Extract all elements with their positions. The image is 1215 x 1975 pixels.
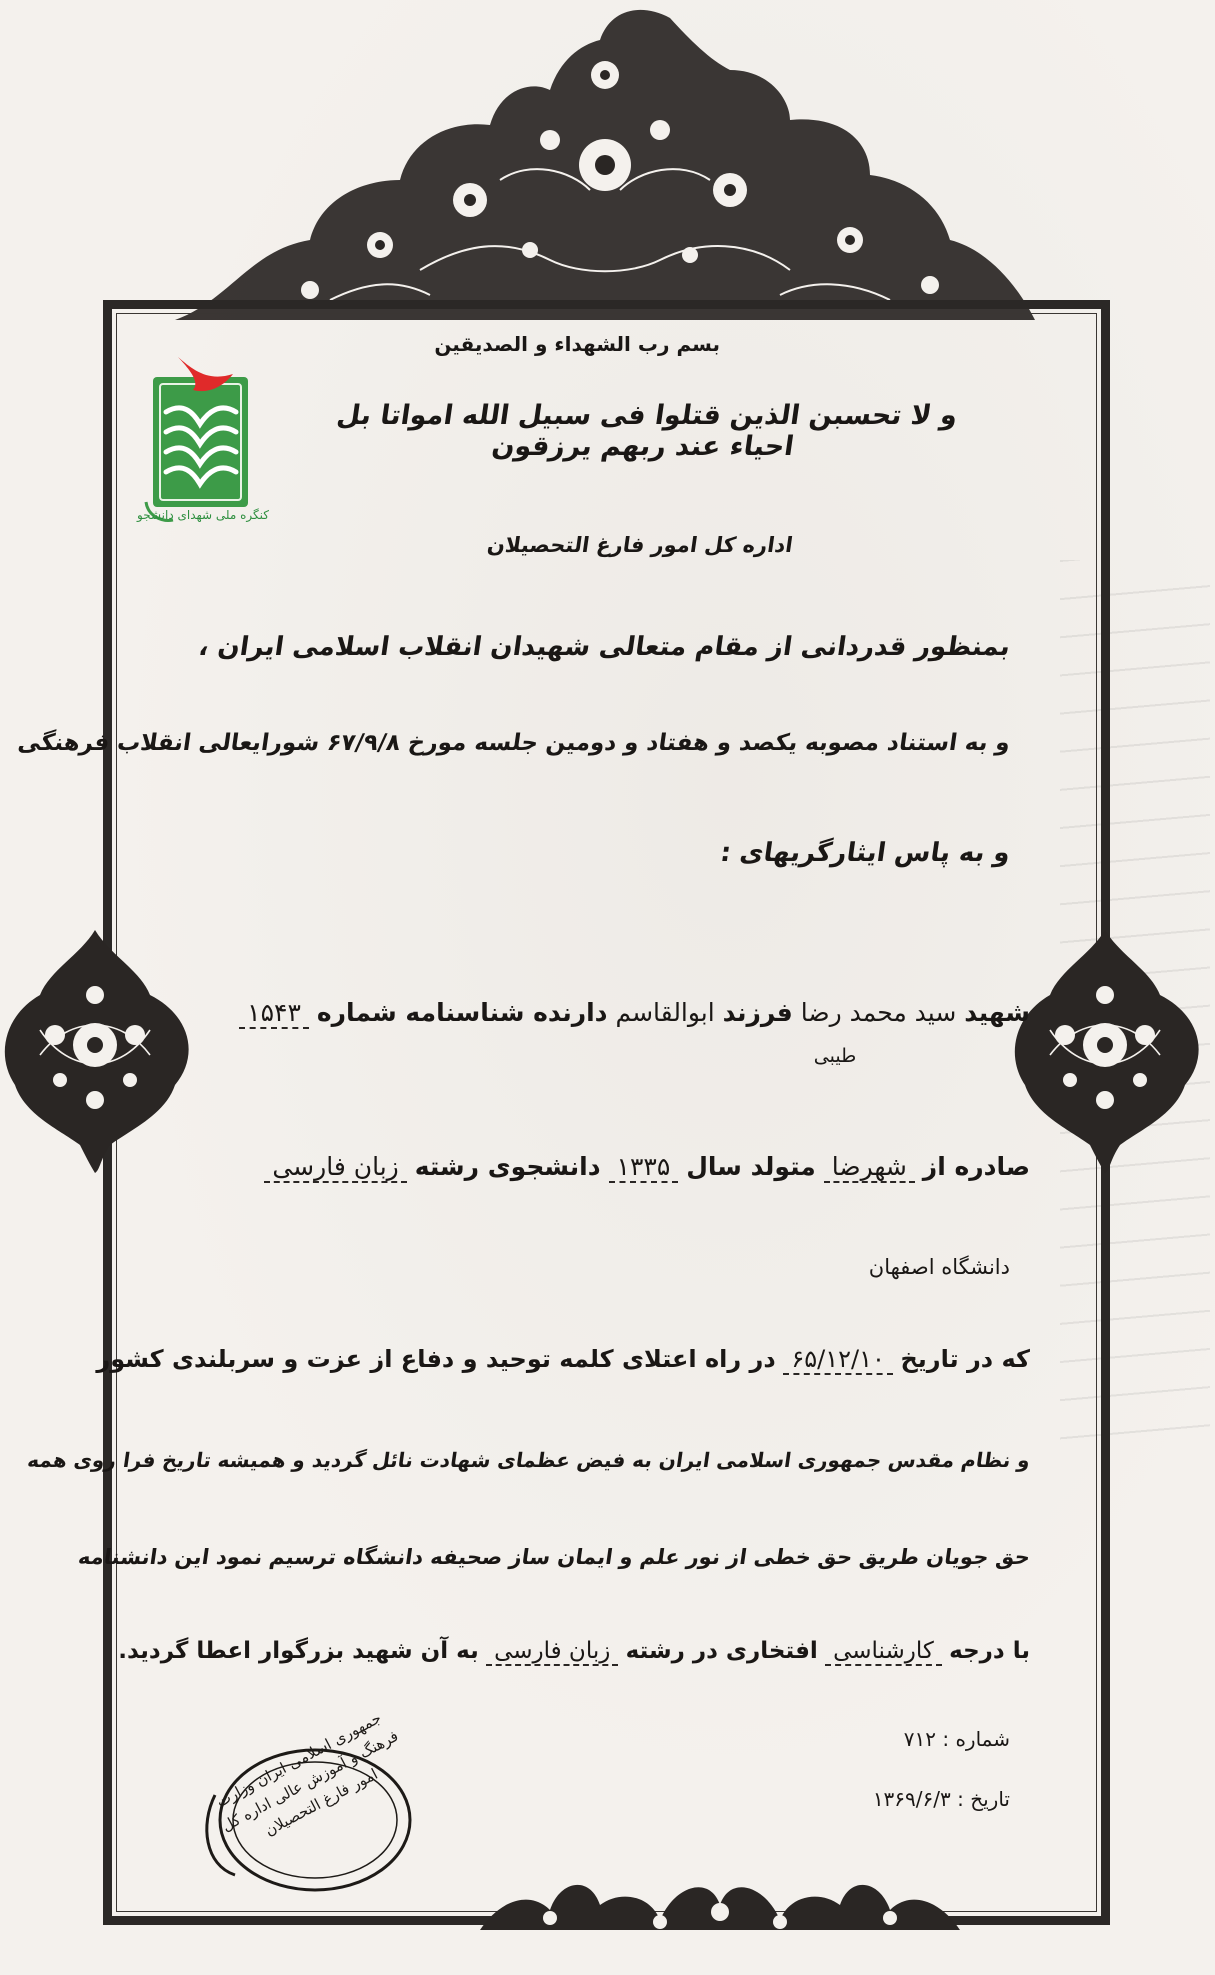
martyrdom-date: ۶۵/۱۲/۱۰ bbox=[783, 1345, 893, 1375]
martyr-prefix: شهید bbox=[964, 998, 1030, 1027]
bottom-ornament bbox=[460, 1860, 980, 1955]
degree-label: با درجه bbox=[949, 1638, 1030, 1664]
body-line-3: حق جویان طریق حق خطی از نور علم و ایمان ساز صحیفه دانشگاه ترسیم نمود این دانشنامه bbox=[76, 1545, 1032, 1569]
field-of-study: زبان فارسی bbox=[264, 1152, 406, 1183]
body-line-1-text: در راه اعتلای کلمه توحید و دفاع از عزت و سربلندی کشور bbox=[96, 1345, 776, 1373]
body-line-4 bbox=[118, 1638, 1030, 1664]
child-of-label: فرزند bbox=[722, 998, 793, 1027]
number-row bbox=[780, 1727, 1010, 1751]
issued-place: شهرضا bbox=[824, 1152, 915, 1183]
office-title: اداره کل امور فارغ التحصیلان bbox=[485, 533, 795, 557]
martyr-surname: طیبی bbox=[813, 1045, 857, 1067]
id-label: دارنده شناسنامه شماره bbox=[316, 998, 608, 1027]
number-value: ۷۱۲ bbox=[903, 1727, 936, 1751]
university-name: دانشگاه اصفهان bbox=[868, 1255, 1010, 1279]
seal-text: جمهوری اسلامی ایران وزارت فرهنگ و آموزش عالی اداره کل امور فارغ التحصیلان bbox=[213, 1708, 402, 1840]
honorary-field-label: افتخاری در رشته bbox=[625, 1638, 818, 1664]
body-line-4-end: به آن شهید بزرگوار اعطا گردید. bbox=[118, 1638, 479, 1664]
intro-line-2: و به استناد مصوبه یکصد و هفتاد و دومین جلسه مورخ ۶۷/۹/۸ شورایعالی انقلاب فرهنگی bbox=[16, 730, 1012, 756]
born-label: متولد سال bbox=[686, 1152, 816, 1181]
honorary-field-value: زبان فارسی bbox=[486, 1638, 618, 1666]
issued-label: صادره از bbox=[922, 1152, 1030, 1181]
intro-line-3: و به پاس ایثارگریهای : bbox=[718, 838, 1013, 868]
left-ornament bbox=[0, 915, 200, 1175]
birth-line bbox=[260, 1152, 1030, 1181]
body-line-1 bbox=[96, 1345, 1030, 1373]
intro-line-1: بمنظور قدردانی از مقام متعالی شهیدان انقلاب اسلامی ایران ، bbox=[196, 632, 1013, 662]
congress-logo bbox=[138, 352, 268, 532]
date-label: تاریخ : bbox=[957, 1787, 1010, 1811]
id-number: ۱۵۴۳ bbox=[239, 998, 309, 1029]
field-label: دانشجوی رشته bbox=[414, 1152, 601, 1181]
date-value: ۱۳۶۹/۶/۳ bbox=[872, 1787, 951, 1811]
degree-value: کارشناسی bbox=[825, 1638, 942, 1666]
body-line-2: و نظام مقدس جمهوری اسلامی ایران به فیض عظمای شهادت نائل گردید و همیشه تاریخ فرا روی همه bbox=[25, 1448, 1032, 1472]
right-ornament bbox=[955, 915, 1215, 1175]
top-ornament bbox=[170, 0, 1040, 330]
quran-verse: و لا تحسبن الذین قتلوا فی سبیل الله امواتا بل احیاء عند ربهم یرزقون bbox=[334, 400, 960, 462]
martyr-name: سید محمد رضا bbox=[800, 998, 957, 1027]
person-line bbox=[240, 998, 1030, 1027]
father-name: ابوالقاسم bbox=[615, 998, 715, 1027]
bismillah: بسم رب الشهداء و الصدیقین bbox=[434, 332, 720, 356]
body-date-label: که در تاریخ bbox=[900, 1345, 1030, 1373]
date-row bbox=[760, 1787, 1010, 1811]
number-label: شماره : bbox=[942, 1727, 1010, 1751]
logo-caption: کنگره ملی شهدای دانشجو bbox=[137, 508, 269, 522]
birth-year: ۱۳۳۵ bbox=[609, 1152, 679, 1183]
